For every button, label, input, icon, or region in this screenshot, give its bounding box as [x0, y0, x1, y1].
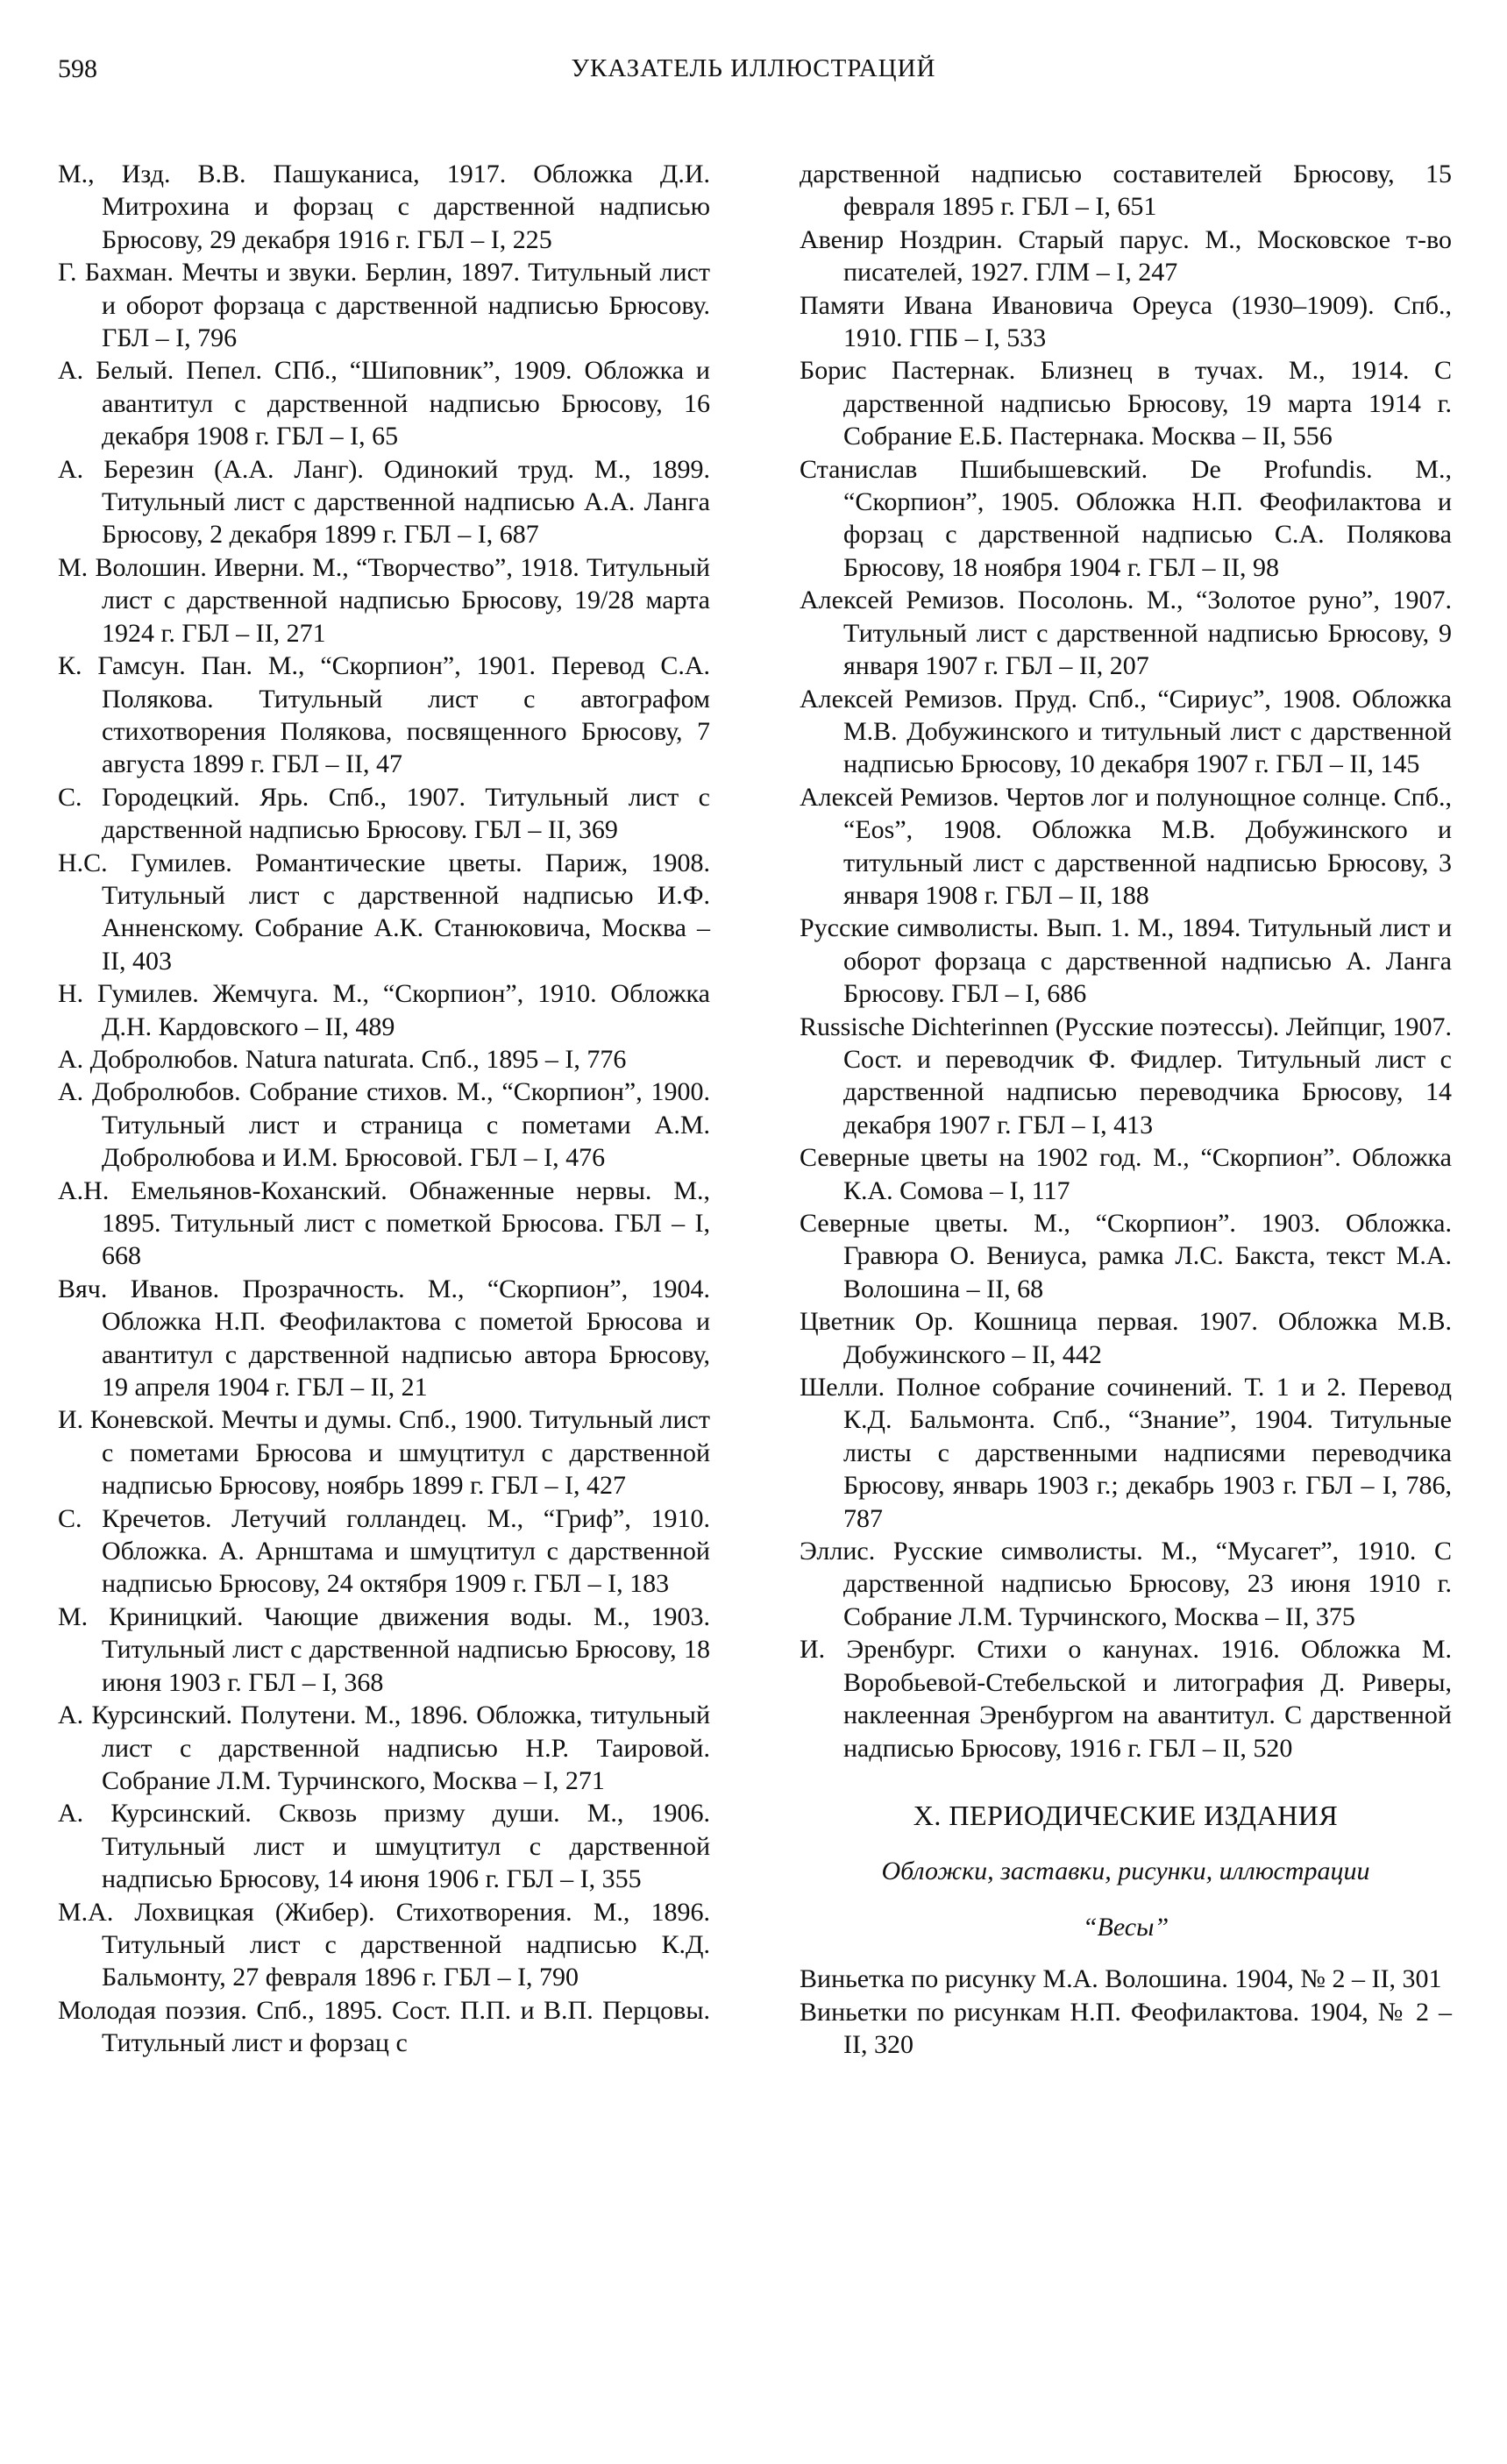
index-entry: Вяч. Иванов. Прозрачность. М., “Скорпион”, 1904. Обложка Н.П. Феофилактова с пометой Брюсова и авантитул с дарственной надписью автора Брюсову, 19 апреля 1904 г. ГБЛ – II, 21 — [58, 1274, 710, 1402]
index-entry: А.Н. Емельянов-Коханский. Обнаженные нервы. М., 1895. Титульный лист с пометкой Брюсова. ГБЛ – I, 668 — [58, 1175, 710, 1271]
index-entry: Северные цветы. М., “Скорпион”. 1903. Обложка. Гравюра О. Вениуса, рамка Л.С. Бакста, текст М.А. Волошина – II, 68 — [800, 1209, 1452, 1303]
index-entry: Северные цветы на 1902 год. М., “Скорпион”. Обложка К.А. Сомова – I, 117 — [800, 1143, 1452, 1205]
index-entry: А. Курсинский. Полутени. М., 1896. Обложка, титульный лист с дарственной надписью Н.Р. Таировой. Собрание Л.М. Турчинского, Москва – I, 271 — [58, 1701, 710, 1795]
index-entry: Памяти Ивана Ивановича Ореуса (1930–1909). Спб., 1910. ГПБ – I, 533 — [800, 290, 1452, 353]
index-entry: А. Белый. Пепел. СПб., “Шиповник”, 1909. Обложка и авантитул с дарственной надписью Брюсову, 16 декабря 1908 г. ГБЛ – I, 65 — [58, 356, 710, 451]
index-entry: Шелли. Полное собрание сочинений. Т. 1 и 2. Перевод К.Д. Бальмонта. Спб., “Знание”, 1904. Титульные листы с дарственными надписями переводчика Брюсову, январь 1903 г.; декабрь 1903 г. ГБЛ – I, 786, 787 — [800, 1373, 1452, 1533]
index-entry: Н. Гумилев. Жемчуга. М., “Скорпион”, 1910. Обложка Д.Н. Кардовского – II, 489 — [58, 979, 710, 1041]
index-entry: Борис Пастернак. Близнец в тучах. М., 1914. С дарственной надписью Брюсову, 19 марта 1914 г. Собрание Е.Б. Пастернака. Москва – II, 556 — [800, 356, 1452, 451]
left-column — [58, 158, 710, 2060]
page-header — [58, 54, 1449, 98]
index-entry: С. Кречетов. Летучий голландец. М., “Гриф”, 1910. Обложка. А. Арнштама и шмуцтитул с дарственной надписью Брюсову, 24 октября 1909 г. ГБЛ – I, 183 — [58, 1503, 710, 1599]
index-entry: Виньетки по рисункам Н.П. Феофилактова. 1904, № 2 – II, 320 — [800, 1997, 1452, 2059]
index-entry: Молодая поэзия. Спб., 1895. Сост. П.П. и В.П. Перцовы. Титульный лист и форзац с — [58, 1995, 710, 2058]
index-entry: К. Гамсун. Пан. М., “Скорпион”, 1901. Перевод С.А. Полякова. Титульный лист с автографом стихотворения Полякова, посвященного Брюсову, 7 августа 1899 г. ГБЛ – II, 47 — [58, 651, 710, 779]
index-entry: И. Коневской. Мечты и думы. Спб., 1900. Титульный лист с пометами Брюсова и шмуцтитул с дарственной надписью Брюсову, ноябрь 1899 г. ГБЛ – I, 427 — [58, 1405, 710, 1501]
section-subheading: Обложки, заставки, рисунки, иллюстрации — [881, 1857, 1370, 1886]
index-entry: Станислав Пшибышевский. De Profundis. М., “Скорпион”, 1905. Обложка Н.П. Феофилактова и форзац с дарственной надписью С.А. Полякова Брюсову, 18 ноября 1904 г. ГБЛ – II, 98 — [800, 454, 1452, 582]
right-column — [800, 158, 1452, 2061]
index-entry: М. Волошин. Иверни. М., “Творчество”, 1918. Титульный лист с дарственной надписью Брюсову, 19/28 марта 1924 г. ГБЛ – II, 271 — [58, 552, 710, 648]
index-entry: М.А. Лохвицкая (Жибер). Стихотворения. М., 1896. Титульный лист с дарственной надписью К.Д. Бальмонту, 27 февраля 1896 г. ГБЛ – I, 790 — [58, 1897, 710, 1992]
index-entry: Русские символисты. Вып. 1. М., 1894. Титульный лист и оборот форзаца с дарственной надписью А. Ланга Брюсову. ГБЛ – I, 686 — [800, 913, 1452, 1009]
index-entry: Алексей Ремизов. Посолонь. М., “Золотое руно”, 1907. Титульный лист с дарственной надписью Брюсову, 9 января 1907 г. ГБЛ – II, 207 — [800, 586, 1452, 681]
index-entry: М. Криницкий. Чающие движения воды. М., 1903. Титульный лист с дарственной надписью Брюсову, 18 июня 1903 г. ГБЛ – I, 368 — [58, 1601, 710, 1697]
index-entry: Виньетка по рисунку М.А. Волошина. 1904, № 2 – II, 301 — [800, 1964, 1442, 1994]
index-entry: А. Добролюбов. Natura naturata. Спб., 1895 – I, 776 — [58, 1044, 627, 1074]
index-entry: И. Эренбург. Стихи о канунах. 1916. Обложка М. Воробьевой-Стебельской и литография Д. Риверы, наклеенная Эренбургом на авантитул. С дарственной надписью Брюсову, 1916 г. ГБЛ – II, 520 — [800, 1635, 1452, 1763]
index-entry: Цветник Ор. Кошница первая. 1907. Обложка М.В. Добужинского – II, 442 — [800, 1307, 1452, 1369]
index-entry: С. Городецкий. Ярь. Спб., 1907. Титульный лист с дарственной надписью Брюсову. ГБЛ – II, 369 — [58, 782, 710, 845]
index-entry: Алексей Ремизов. Чертов лог и полунощное солнце. Спб., “Eos”, 1908. Обложка М.В. Добужинского и титульный лист с дарственной надписью Брюсову, 3 января 1908 г. ГБЛ – II, 188 — [800, 782, 1452, 910]
index-entry: М., Изд. В.В. Пашуканиса, 1917. Обложка Д.И. Митрохина и форзац с дарственной надписью Брюсову, 29 декабря 1916 г. ГБЛ – I, 225 — [58, 160, 710, 254]
index-entry: Н.С. Гумилев. Романтические цветы. Париж, 1908. Титульный лист с дарственной надписью И.Ф. Анненскому. Собрание А.К. Станюковича, Москва – II, 403 — [58, 848, 710, 976]
index-entry: А. Березин (А.А. Ланг). Одинокий труд. М., 1899. Титульный лист с дарственной надписью А.А. Ланга Брюсову, 2 декабря 1899 г. ГБЛ – I, 687 — [58, 454, 710, 550]
index-entry-continued: дарственной надписью составителей Брюсову, 15 февраля 1895 г. ГБЛ – I, 651 — [800, 160, 1452, 222]
index-entry: А. Курсинский. Сквозь призму души. М., 1906. Титульный лист и шмуцтитул с дарственной надписью Брюсову, 14 июня 1906 г. ГБЛ – I, 355 — [58, 1799, 710, 1894]
section-heading: X. ПЕРИОДИЧЕСКИЕ ИЗДАНИЯ — [913, 1799, 1339, 1831]
index-entry: Эллис. Русские символисты. М., “Мусагет”, 1910. С дарственной надписью Брюсову, 23 июня 1910 г. Собрание Л.М. Турчинского, Москва – II, 375 — [800, 1537, 1452, 1631]
index-entry: А. Добролюбов. Собрание стихов. М., “Скорпион”, 1900. Титульный лист и страница с пометами А.М. Добролюбова и И.М. Брюсовой. ГБЛ – I, 476 — [58, 1077, 710, 1173]
running-title: УКАЗАТЕЛЬ ИЛЛЮСТРАЦИЙ — [571, 54, 936, 82]
page-number: 598 — [58, 54, 97, 83]
journal-heading: “Весы” — [1082, 1912, 1169, 1942]
index-entry: Г. Бахман. Мечты и звуки. Берлин, 1897. Титульный лист и оборот форзаца с дарственной надписью Брюсову. ГБЛ – I, 796 — [58, 258, 710, 353]
index-entry: Алексей Ремизов. Пруд. Спб., “Сириус”, 1908. Обложка М.В. Добужинского и титульный лист с дарственной надписью Брюсову, 10 декабря 1907 г. ГБЛ – II, 145 — [800, 684, 1452, 779]
index-entry: Russische Dichterinnen (Русские поэтессы). Лейпциг, 1907. Сост. и переводчик Ф. Фидлер. Титульный лист с дарственной надписью переводчика Брюсову, 14 декабря 1907 г. ГБЛ – I, 413 — [800, 1012, 1452, 1140]
index-entry: Авенир Ноздрин. Старый парус. М., Московское т-во писателей, 1927. ГЛМ – I, 247 — [800, 224, 1452, 288]
